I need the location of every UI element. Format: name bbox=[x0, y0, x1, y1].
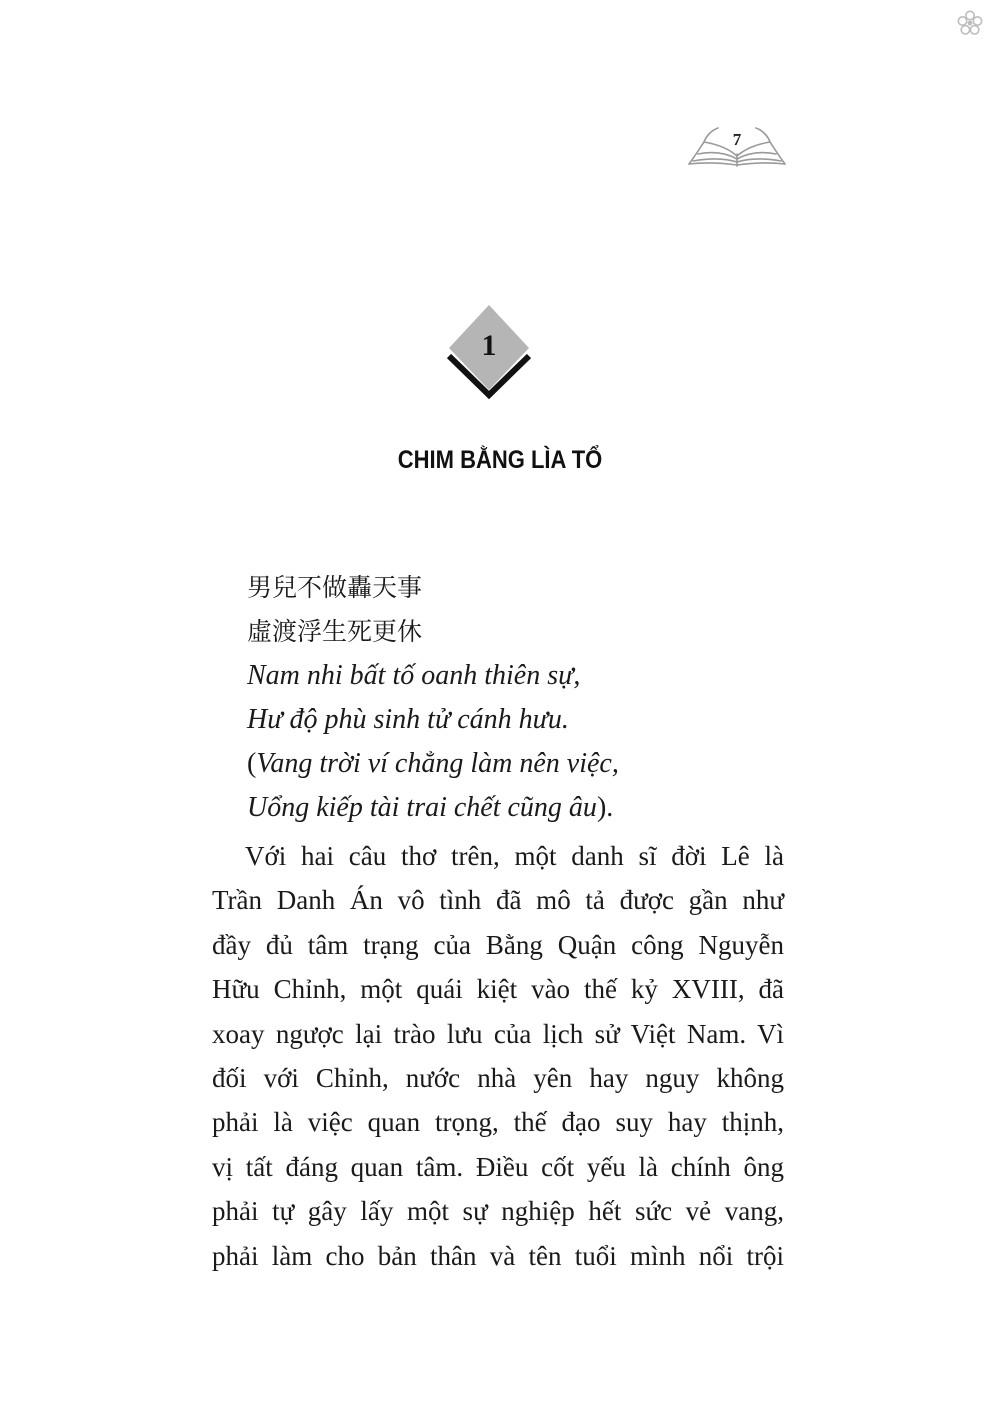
poem-translation-line bbox=[247, 742, 807, 786]
poem-han-line: 虛渡浮生死更休 bbox=[247, 617, 423, 646]
body-line: xoay ngược lại trào lưu của lịch sử Việt Nam. Vì bbox=[212, 1018, 784, 1049]
poem-epigraph bbox=[247, 566, 807, 830]
body-line: đối với Chỉnh, nước nhà yên hay nguy không bbox=[212, 1062, 784, 1093]
body-line: phải tự gây lấy một sự nghiệp hết sức vẻ vang, bbox=[212, 1196, 784, 1227]
body-line: phải làm cho bản thân và tên tuổi mình nổi trội bbox=[212, 1240, 784, 1271]
poem-transliteration-line: Nam nhi bất tố oanh thiên sự, bbox=[247, 660, 581, 691]
body-line: vị tất đáng quan tâm. Điều cốt yếu là chính ông bbox=[212, 1151, 784, 1182]
poem-han-line: 男兒不做轟天事 bbox=[247, 573, 423, 602]
poem-translation-text: Vang trời ví chẳng làm nên việc, bbox=[256, 748, 619, 779]
body-line: đầy đủ tâm trạng của Bằng Quận công Nguyễn bbox=[212, 929, 784, 960]
close-paren: ). bbox=[596, 792, 614, 823]
poem-transliteration-line: Hư độ phù sinh tử cánh hưu. bbox=[247, 704, 569, 735]
body-paragraph bbox=[212, 834, 784, 1278]
page-number: 7 bbox=[732, 130, 742, 149]
body-line: Với hai câu thơ trên, một danh sĩ đời Lê là bbox=[245, 841, 784, 871]
page-number-badge bbox=[686, 118, 788, 172]
body-line: Trần Danh Án vô tình đã mô tả được gần như bbox=[212, 885, 784, 916]
open-paren: ( bbox=[247, 748, 257, 779]
body-line: Hữu Chỉnh, một quái kiệt vào thế kỷ XVIII, đã bbox=[212, 974, 784, 1005]
poem-translation-line bbox=[247, 786, 807, 830]
poem-translation-text: Uổng kiếp tài trai chết cũng âu bbox=[247, 792, 597, 823]
flower-icon bbox=[956, 9, 984, 37]
body-line: phải là việc quan trọng, thế đạo suy hay thịnh, bbox=[212, 1107, 784, 1138]
chapter-number: 1 bbox=[481, 329, 497, 362]
chapter-title: CHIM BẰNG LÌA TỔ bbox=[397, 446, 603, 474]
chapter-emblem bbox=[445, 302, 533, 400]
